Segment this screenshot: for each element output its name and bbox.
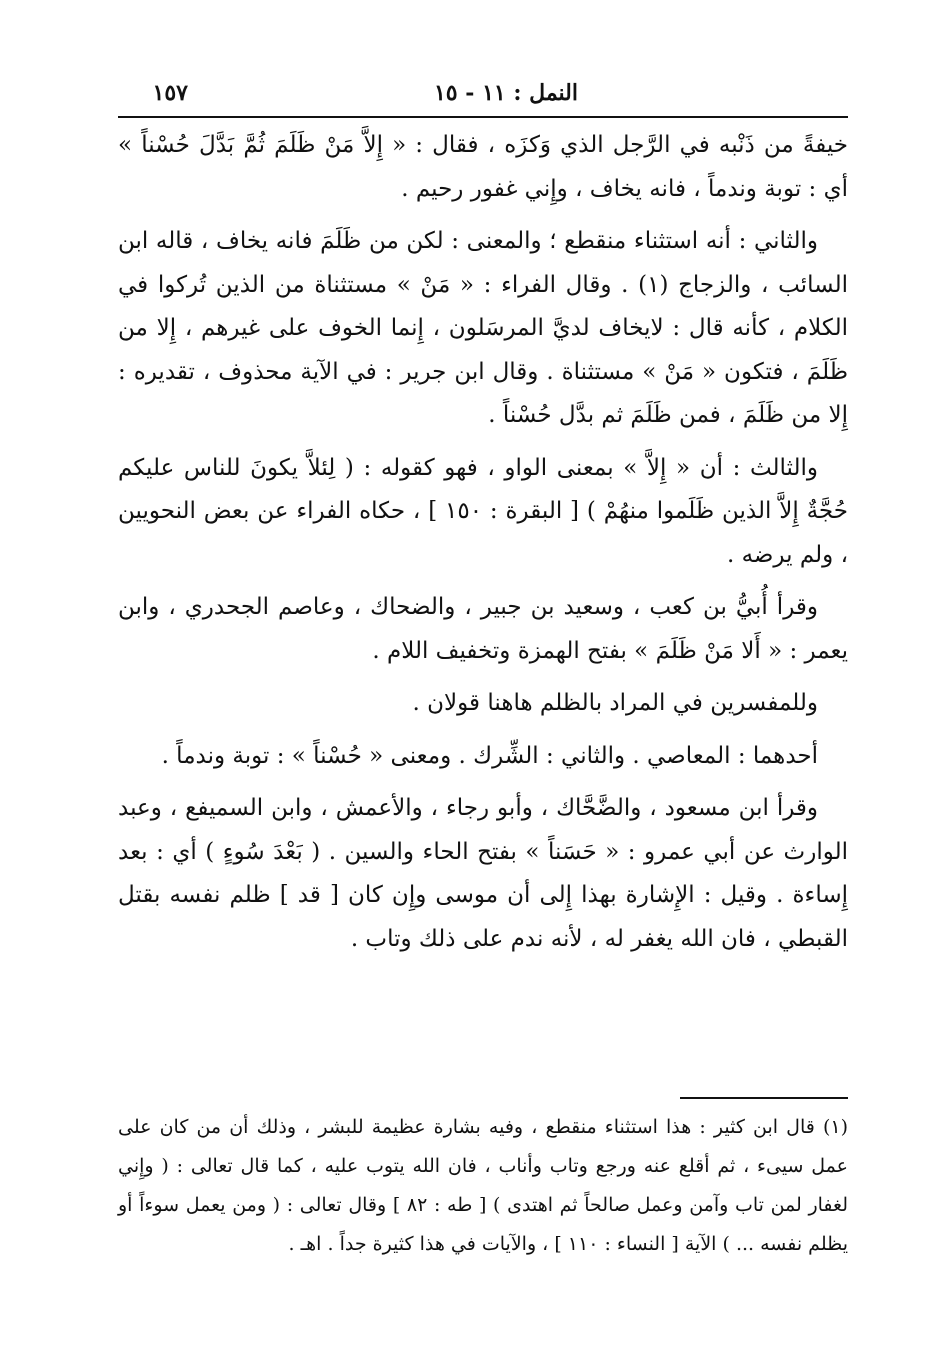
paragraph: والثالث : أن « إِلاَّ » بمعنى الواو ، فهو كقوله : ( لِئلاَّ يكونَ للناس عليكم حُجَّةٌ إِلاَّ الذين ظَلَموا منهُمْ ) [ البقرة : ١٥٠ ] ، حكاه الفراء عن بعض النحويين ، ولم يرضه . xyxy=(118,454,848,568)
paragraph: خيفةً من ذَنْبه في الرَّجل الذي وَكزَه ، فقال : « إِلاَّ مَنْ ظَلَمَ ثُمَّ بَدَّلَ حُسْناً » أي : توبة وندماً ، فانه يخاف ، وإِني غفور رحيم . xyxy=(118,132,848,202)
paragraph: وقرأ أُبيُّ بن كعب ، وسعيد بن جبير ، والضحاك ، وعاصم الجحدري ، وابن يعمر : « أَلا مَنْ ظَلَمَ » بفتح الهمزة وتخفيف اللام . xyxy=(118,594,848,664)
footnote-rule xyxy=(680,1097,848,1099)
body-text xyxy=(118,124,848,970)
running-title: النمل : ١١ - ١٥ xyxy=(433,80,578,106)
page-header xyxy=(118,78,848,112)
footnote-text: (١) قال ابن كثير : هذا استثناء منقطع ، وفيه بشارة عظيمة للبشر ، وذلك أن من كان على عمل سيىء ، ثم أقلع عنه ورجع وتاب وأناب ، فان الله يتوب عليه ، كما قال تعالى : ( وإِني لغفار لمن تاب وآمن وعمل صالحاً ثم اهتدى ) [ طه : ٨٢ ] وقال تعالى : ( ومن يعمل سوءاً أو يظلم نفسه ... ) الآية [ النساء : ١١٠ ] ، والآيات في هذا كثيرة جداً . اهـ . xyxy=(118,1116,848,1255)
paragraph: وللمفسرين في المراد بالظلم هاهنا قولان . xyxy=(412,690,818,716)
paragraph: وقرأ ابن مسعود ، والضَّحَّاك ، وأبو رجاء ، والأعمش ، وابن السميفع ، وعبد الوارث عن أبي عمرو : « حَسَناً » بفتح الحاء والسين . ( بَعْدَ سُوءٍ ) أي : بعد إِساءة . وقيل : الإِشارة بهذا إِلى أن موسى وإِن كان [ قد ] ظلم نفسه بقتل القبطي ، فان الله يغفر له ، لأنه ندم على ذلك وتاب . xyxy=(118,795,848,952)
header-rule xyxy=(118,116,848,118)
page-number: ١٥٧ xyxy=(152,80,188,106)
paragraph: والثاني : أنه استثناء منقطع ؛ والمعنى : لكن من ظَلَمَ فانه يخاف ، قاله ابن السائب ، والزجاج (١) . وقال الفراء : « مَنْ » مستثناة من الذين تُركوا في الكلام ، كأنه قال : لايخاف لديَّ المرسَلون ، إِنما الخوف على غيرهم ، إِلا من ظَلَمَ ، فتكون « مَنْ » مستثناة . وقال ابن جرير : في الآية محذوف ، تقديره : إِلا من ظَلَمَ ، فمن ظَلَمَ ثم بدَّل حُسْناً . xyxy=(118,228,848,428)
footnote xyxy=(118,1108,848,1264)
paragraph: أحدهما : المعاصي . والثاني : الشِّرك . ومعنى « حُسْناً » : توبة وندماً . xyxy=(161,742,818,769)
